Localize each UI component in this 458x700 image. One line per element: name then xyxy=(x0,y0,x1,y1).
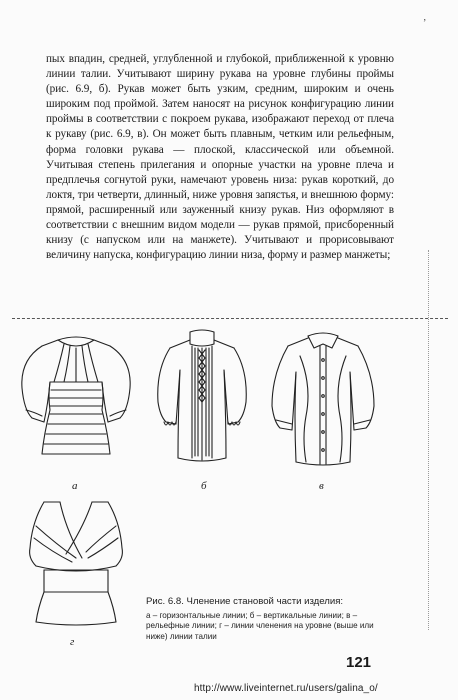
figure-d-drawing xyxy=(22,496,130,628)
caption-body: а – горизонтальные линии; б – вертикальные линии; в – рельефные линии; г – линии членения на уровне (выше или ниже) линии талии xyxy=(146,611,374,641)
figure-d-label: г xyxy=(70,636,75,648)
section-divider xyxy=(12,318,448,319)
corner-mark: ’ xyxy=(423,18,427,29)
body-text-block xyxy=(46,52,394,263)
page-number: 121 xyxy=(346,654,372,671)
figure-a-drawing xyxy=(14,326,138,476)
figure-a-label: а xyxy=(72,480,78,492)
figure-caption xyxy=(146,596,382,642)
figure-c-shirt xyxy=(264,326,382,476)
figure-b-blouse xyxy=(150,326,254,476)
watermark-url: http://www.liveinternet.ru/users/galina_o/ xyxy=(194,683,378,694)
figure-b-drawing xyxy=(150,326,254,476)
figure-c-drawing xyxy=(264,326,382,476)
figure-a-blouse xyxy=(14,326,138,476)
caption-title: Рис. 6.8. Членение становой части изделия: xyxy=(146,596,344,607)
body-paragraph: пых впадин, средней, углубленной и глубокой, приближенной к уровню линии талии. Учитывают ширину рукава на уровне глубины проймы (рис. 6.9, б). Рукав может быть узким, средним, широким и очень широким под проймой. Затем наносят на рисунок конфигурацию линии проймы в соответствии с покроем рукава, изображают переход от плеча к рукаву (рис. 6.9, в). Он может быть плавным, четким или рельефным, форма головки рукава — плоской, классической или объемной. Учитывая степень прилегания и опорные участки на уровне плеча и предплечья согнутой руки, намечают уровень низа: рукав короткий, до локтя, три четверти, длинный, ниже уровня запястья, и внешнюю форму: прямой, расширенный или зауженный книзу рукав. Низ оформляют в соответствии с внешним видом модели — рукав прямой, присборенный книзу (с напуском или на манжете). Учитывают и прорисовывают величину напуска, конфигурацию линии низа, форму и размер манжеты; xyxy=(46,53,394,262)
figure-d-top xyxy=(22,496,130,628)
figure-b-label: б xyxy=(201,480,207,492)
figure-c-label: в xyxy=(319,480,324,492)
scan-edge-noise xyxy=(428,250,443,630)
